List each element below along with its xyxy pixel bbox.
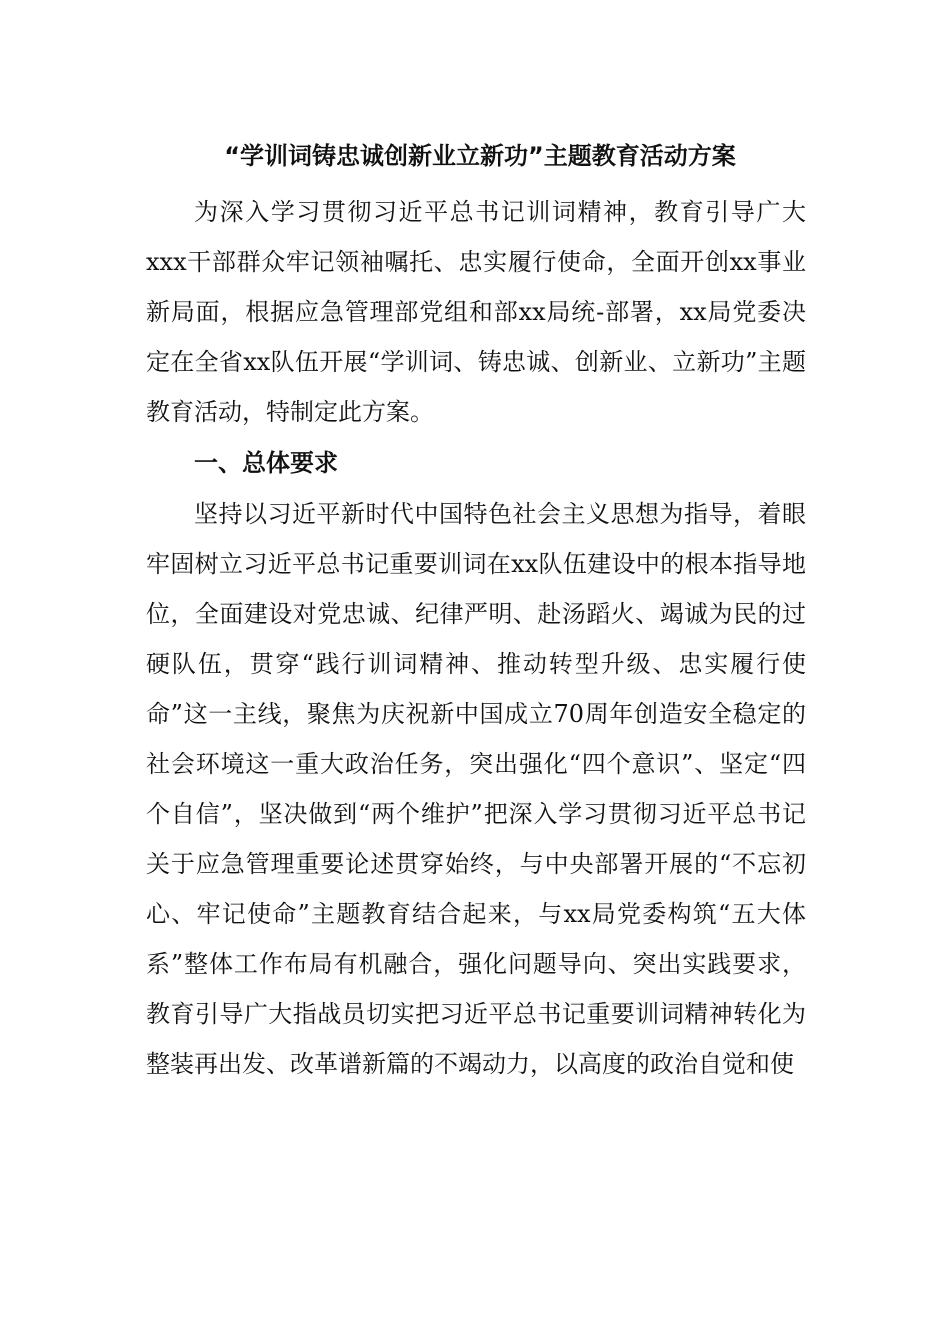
intro-paragraph: 为深入学习贯彻习近平总书记训词精神，教育引导广大xxx干部群众牢记领袖嘱托、忠实履行使命，全面开创xx事业新局面，根据应急管理部党组和部xx局统-部署，xx局党委决定在全省xx队伍开展“学训词、铸忠诚、创新业、立新功”主题教育活动，特制定此方案。	[146, 198, 806, 426]
section-heading-overall-requirements: 一、总体要求	[194, 449, 338, 477]
document-title: “学训词铸忠诚创新业立新功”主题教育活动方案	[224, 142, 736, 170]
section-1-paragraph: 坚持以习近平新时代中国特色社会主义思想为指导，着眼牢固树立习近平总书记重要训词在xx队伍建设中的根本指导地位，全面建设对党忠诚、纪律严明、赴汤蹈火、竭诚为民的过硬队伍，贯穿“践行训词精神、推动转型升级、忠实履行使命”这一主线，聚焦为庆祝新中国成立70周年创造安全稳定的社会环境这一重大政治任务，突出强化“四个意识”、坚定“四个自信”，坚决做到“两个维护”把深入学习贯彻习近平总书记关于应急管理重要论述贯穿始终，与中央部署开展的“不忘初心、牢记使命”主题教育结合起来，与xx局党委构筑“五大体系”整体工作布局有机融合，强化问题导向、突出实践要求，教育引导广大指战员切实把习近平总书记重要训词精神转化为整装再出发、改革谱新篇的不竭动力，以高度的政治自觉和使	[146, 500, 806, 1078]
